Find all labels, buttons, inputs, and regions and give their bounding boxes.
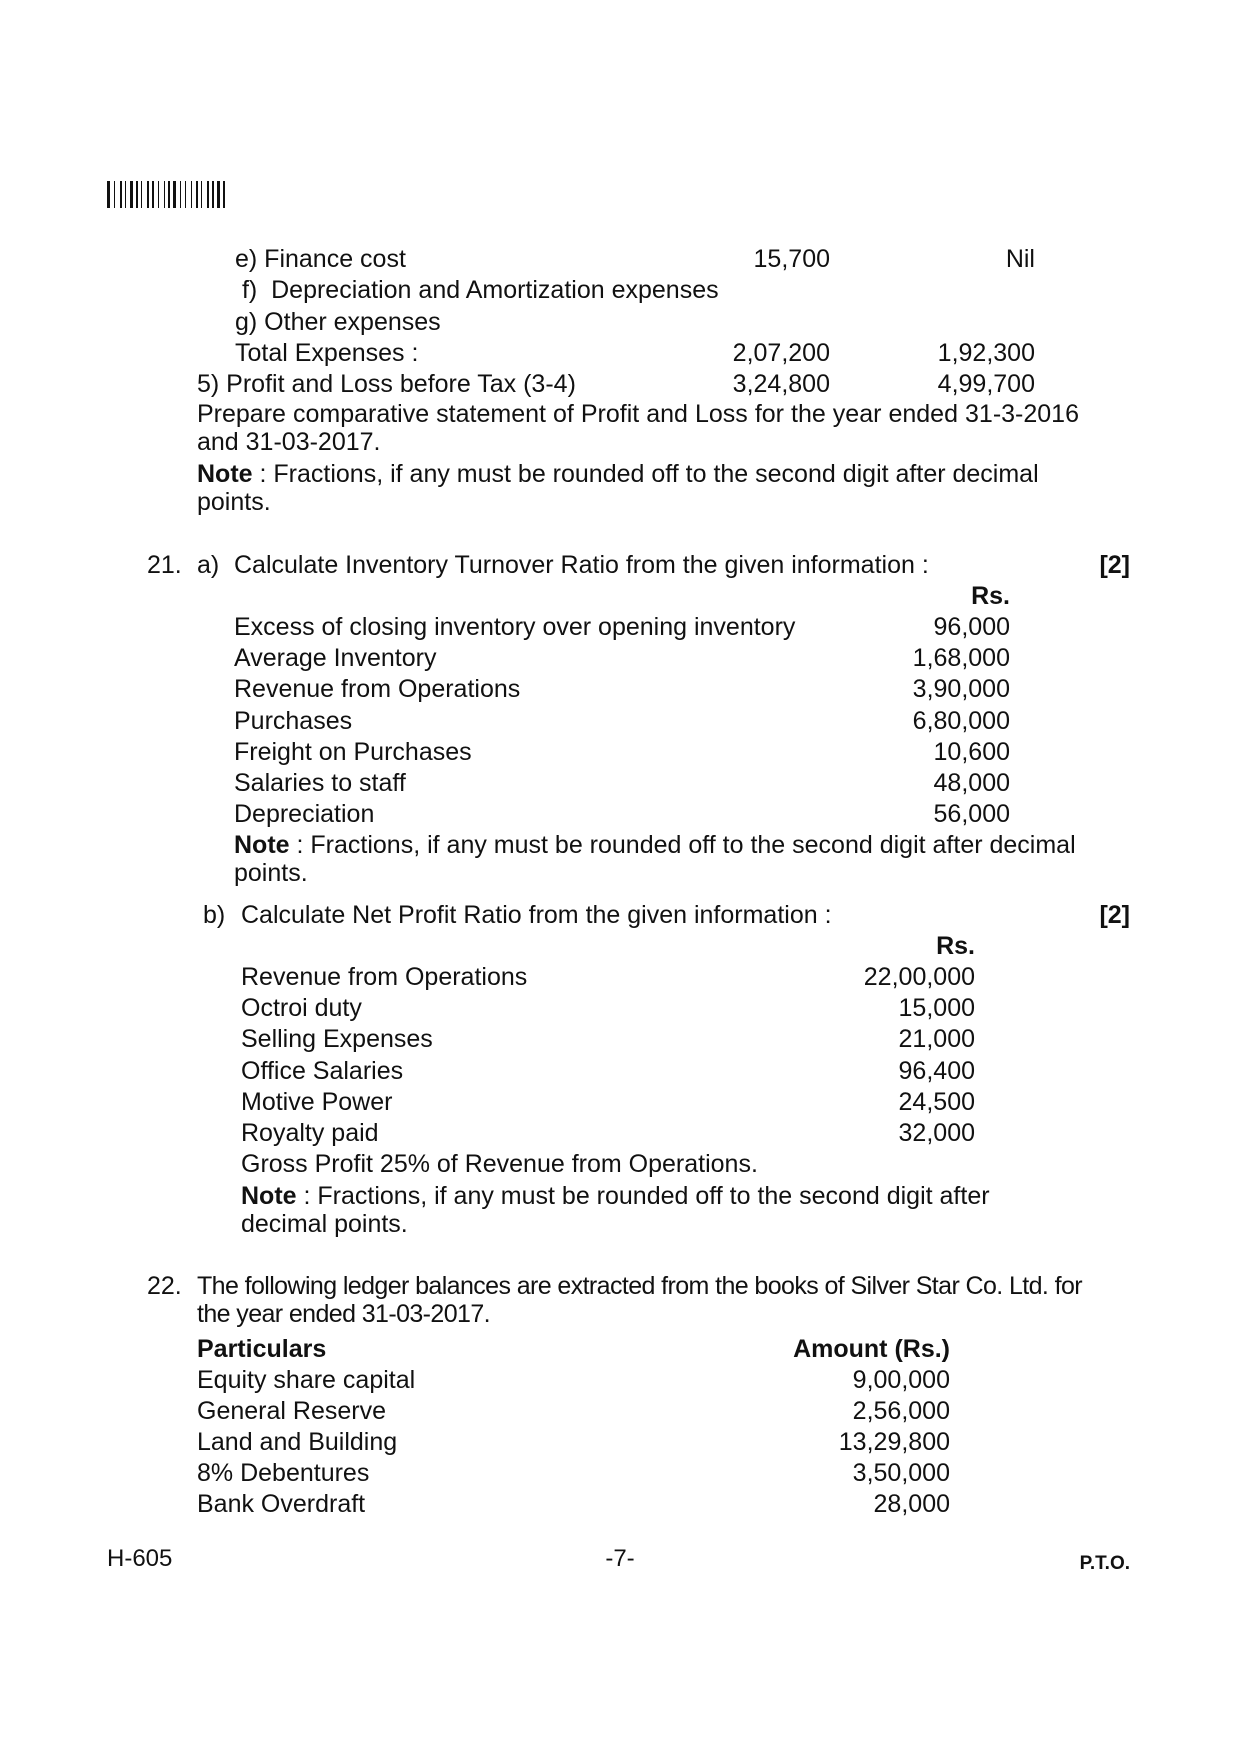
item-label: 8% Debentures [197, 1459, 370, 1487]
q21b-currency: Rs. [936, 932, 975, 960]
barcode-bar [125, 181, 126, 208]
q21a-question: Calculate Inventory Turnover Ratio from the given information : [234, 551, 929, 579]
item-label: Bank Overdraft [197, 1490, 366, 1518]
note-text: : Fractions, if any must be rounded off to the second digit after decimal points. [241, 1182, 990, 1238]
item-value: 24,500 [898, 1087, 975, 1116]
item-label: Depreciation [234, 800, 375, 829]
q21-number: 21. [147, 551, 182, 579]
note-text: : Fractions, if any must be rounded off to the second digit after decimal points. [197, 460, 1039, 516]
q22-text: The following ledger balances are extracted from the books of Silver Star Co. Ltd. for the year ended 31-03-2017. [197, 1272, 1082, 1328]
barcode-bar [173, 181, 176, 208]
item-value: 96,400 [898, 1056, 975, 1085]
barcode-bar [185, 181, 186, 208]
q21a-currency: Rs. [971, 582, 1010, 610]
footer-paper-code: H-605 [107, 1545, 173, 1572]
barcode-bar [223, 181, 225, 208]
barcode [107, 181, 247, 208]
continuation-note [197, 460, 1079, 516]
q21b-gross-profit-text: Gross Profit 25% of Revenue from Operations. [241, 1150, 758, 1178]
item-label: Office Salaries [241, 1056, 404, 1085]
item-label: Revenue from Operations [241, 963, 528, 991]
row-value-pbt-2017: 3,24,800 [732, 370, 830, 398]
barcode-bar [196, 181, 198, 208]
item-value: 22,00,000 [863, 963, 975, 991]
item-value: 21,000 [898, 1025, 975, 1054]
barcode-bar [130, 181, 133, 208]
row-value-finance-cost-2016: Nil [1005, 245, 1035, 273]
q21b-question: Calculate Net Profit Ratio from the given information : [241, 901, 832, 929]
item-label: Salaries to staff [234, 769, 406, 797]
barcode-bar [168, 181, 170, 208]
barcode-bar [120, 181, 122, 208]
item-value: 13,29,800 [838, 1428, 950, 1456]
item-value: 28,000 [873, 1490, 950, 1518]
row-label-profit-before-tax: 5) Profit and Loss before Tax (3-4) [197, 370, 576, 398]
note-text: : Fractions, if any must be rounded off to the second digit after decimal points. [234, 831, 1076, 887]
barcode-bar [212, 181, 214, 208]
q21b-marks: [2] [1099, 901, 1130, 929]
row-label-finance-cost: e) Finance cost [235, 245, 406, 273]
row-value-total-expenses-2016: 1,92,300 [937, 339, 1035, 367]
barcode-bar [180, 181, 181, 208]
barcode-bar [152, 181, 154, 208]
barcode-bar [207, 181, 209, 208]
item-label: Land and Building [197, 1428, 398, 1456]
item-value: 56,000 [933, 800, 1010, 829]
barcode-bar [107, 181, 110, 208]
item-label: Revenue from Operations [234, 675, 521, 704]
item-label: Selling Expenses [241, 1025, 433, 1054]
item-value: 6,80,000 [912, 706, 1010, 735]
footer-pto: P.T.O. [1079, 1553, 1130, 1574]
item-label: Average Inventory [234, 644, 437, 673]
item-value: 10,600 [933, 737, 1010, 766]
item-value: 3,50,000 [852, 1459, 950, 1487]
item-label: Motive Power [241, 1087, 393, 1116]
note-label: Note [241, 1182, 297, 1210]
item-label: Excess of closing inventory over opening inventory [234, 613, 796, 641]
item-label: Octroi duty [241, 994, 362, 1023]
q21a-marks: [2] [1099, 551, 1130, 579]
note-label: Note [197, 460, 253, 488]
item-value: 96,000 [933, 613, 1010, 641]
q22-col-amount: Amount (Rs.) [793, 1335, 950, 1363]
barcode-bar [201, 181, 202, 208]
q21a-note [234, 831, 1079, 887]
barcode-bar [141, 181, 142, 208]
barcode-bar [217, 181, 220, 208]
barcode-bar [191, 181, 192, 208]
item-value: 9,00,000 [852, 1366, 950, 1394]
barcode-bar [147, 181, 149, 208]
q21a-label: a) [197, 551, 220, 579]
row-value-finance-cost-2017: 15,700 [753, 245, 830, 273]
row-label-total-expenses: Total Expenses : [235, 339, 419, 367]
row-value-total-expenses-2017: 2,07,200 [732, 339, 830, 367]
row-value-pbt-2016: 4,99,700 [937, 370, 1035, 398]
item-label: General Reserve [197, 1397, 386, 1425]
note-label: Note [234, 831, 290, 859]
item-value: 3,90,000 [912, 675, 1010, 704]
item-value: 2,56,000 [852, 1397, 950, 1425]
barcode-bar [158, 181, 159, 208]
footer-page-number: -7- [605, 1545, 635, 1572]
item-value: 1,68,000 [912, 644, 1010, 673]
q21b-note [241, 1182, 1079, 1238]
item-label: Freight on Purchases [234, 737, 472, 766]
barcode-bar [164, 181, 165, 208]
q21b-label: b) [203, 901, 226, 929]
item-value: 48,000 [933, 769, 1010, 797]
row-label-depreciation: f) Depreciation and Amortization expenses [235, 276, 719, 304]
row-label-other-expenses: g) Other expenses [235, 308, 441, 336]
barcode-bar [114, 181, 115, 208]
q22-number: 22. [147, 1272, 182, 1300]
item-label: Purchases [234, 706, 353, 735]
q22-col-particulars: Particulars [197, 1335, 327, 1363]
instruction-text: Prepare comparative statement of Profit and Loss for the year ended 31-3-2016 and 31-03-2017. [197, 400, 1079, 456]
item-label: Equity share capital [197, 1366, 416, 1394]
item-value: 32,000 [898, 1119, 975, 1147]
barcode-bar [136, 181, 138, 208]
item-value: 15,000 [898, 994, 975, 1023]
item-label: Royalty paid [241, 1119, 379, 1147]
